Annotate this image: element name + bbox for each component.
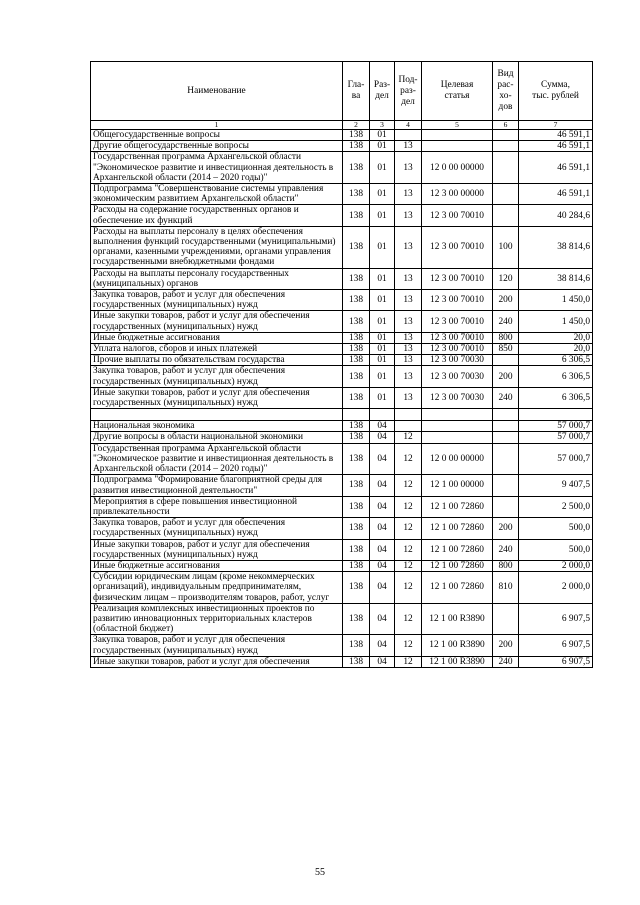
section-cell: 04: [370, 572, 395, 604]
subsection-cell: 12: [395, 496, 422, 517]
chapter-cell: 138: [343, 332, 370, 343]
amount-cell: 6 306,5: [519, 355, 593, 366]
table-row: [91, 421, 593, 432]
section-cell: 04: [370, 475, 395, 496]
row-name-cell: Национальная экономика: [91, 421, 343, 432]
table-header: [91, 62, 593, 130]
section-cell: 01: [370, 152, 395, 184]
target-article-cell: 12 3 00 70010: [422, 205, 493, 226]
target-article-cell: 12 3 00 70010: [422, 268, 493, 289]
section-cell: 04: [370, 656, 395, 667]
row-name-cell: Закупка товаров, работ и услуг для обеспечения государственных (муниципальных) нужд: [91, 518, 343, 539]
expense-type-cell: 810: [493, 572, 519, 604]
amount-cell: 46 591,1: [519, 130, 593, 141]
row-name-cell: Иные бюджетные ассигнования: [91, 332, 343, 343]
table-row: [91, 656, 593, 667]
row-name-cell: Реализация комплексных инвестиционных проектов по развитию инновационных территориальных кластеров (областной бюджет): [91, 603, 343, 635]
amount-cell: 6 907,5: [519, 656, 593, 667]
target-article-cell: 12 3 00 70010: [422, 290, 493, 311]
column-number: 2: [343, 121, 370, 130]
table-row: [91, 268, 593, 289]
table-row: [91, 141, 593, 152]
subsection-cell: 12: [395, 432, 422, 443]
target-article-cell: 12 3 00 70010: [422, 226, 493, 268]
section-cell: 01: [370, 226, 395, 268]
section-cell: 04: [370, 443, 395, 475]
target-article-cell: 12 1 00 72860: [422, 572, 493, 604]
expense-type-cell: 200: [493, 518, 519, 539]
subsection-cell: 12: [395, 518, 422, 539]
chapter-cell: 138: [343, 268, 370, 289]
chapter-cell: 138: [343, 443, 370, 475]
table-row: [91, 635, 593, 656]
row-name-cell: Расходы на выплаты персоналу государственных (муниципальных) органов: [91, 268, 343, 289]
table-row: [91, 475, 593, 496]
subsection-cell: 12: [395, 539, 422, 560]
expense-type-cell: [493, 130, 519, 141]
expense-type-cell: 800: [493, 560, 519, 571]
chapter-cell: 138: [343, 635, 370, 656]
amount-cell: 9 407,5: [519, 475, 593, 496]
expense-type-cell: [493, 443, 519, 475]
amount-cell: 2 500,0: [519, 496, 593, 517]
row-name-cell: Общегосударственные вопросы: [91, 130, 343, 141]
header-chapter: Гла- ва: [343, 62, 370, 121]
chapter-cell: 138: [343, 311, 370, 332]
expense-type-cell: 100: [493, 226, 519, 268]
chapter-cell: 138: [343, 226, 370, 268]
row-name-cell: Государственная программа Архангельской области "Экономическое развитие и инвестиционная деятельность в Архангельской области (2014 – 2020 годы)": [91, 443, 343, 475]
chapter-cell: 138: [343, 184, 370, 205]
amount-cell: 46 591,1: [519, 141, 593, 152]
column-number: 5: [422, 121, 493, 130]
expense-type-cell: [493, 475, 519, 496]
table-row: [91, 387, 593, 408]
section-cell: 01: [370, 344, 395, 355]
amount-cell: 2 000,0: [519, 560, 593, 571]
table-row: [91, 332, 593, 343]
target-article-cell: 12 1 00 72860: [422, 496, 493, 517]
table-row: [91, 539, 593, 560]
row-name-cell: Иные закупки товаров, работ и услуг для обеспечения государственных (муниципальных) нужд: [91, 539, 343, 560]
subsection-cell: 12: [395, 572, 422, 604]
table-row: [91, 572, 593, 604]
target-article-cell: 12 0 00 00000: [422, 152, 493, 184]
chapter-cell: 138: [343, 539, 370, 560]
target-article-cell: 12 1 00 72860: [422, 539, 493, 560]
subsection-cell: 12: [395, 475, 422, 496]
subsection-cell: 13: [395, 226, 422, 268]
section-cell: 01: [370, 130, 395, 141]
row-name-cell: Подпрограмма "Совершенствование системы управления экономическим развитием Архангельской области": [91, 184, 343, 205]
table-row: [91, 443, 593, 475]
section-cell: 04: [370, 635, 395, 656]
table-row: [91, 130, 593, 141]
column-number-row: [91, 121, 593, 130]
expense-type-cell: 240: [493, 539, 519, 560]
section-cell: 04: [370, 539, 395, 560]
subsection-cell: [395, 421, 422, 432]
chapter-cell: 138: [343, 130, 370, 141]
target-article-cell: 12 3 00 70030: [422, 387, 493, 408]
chapter-cell: 138: [343, 572, 370, 604]
target-article-cell: 12 3 00 70030: [422, 355, 493, 366]
column-number: 7: [519, 121, 593, 130]
section-cell: 01: [370, 355, 395, 366]
target-article-cell: 12 3 00 70010: [422, 332, 493, 343]
header-target-article: Целевая статья: [422, 62, 493, 121]
subsection-cell: 13: [395, 355, 422, 366]
subsection-cell: 12: [395, 443, 422, 475]
target-article-cell: 12 3 00 00000: [422, 184, 493, 205]
table-row: [91, 496, 593, 517]
expense-type-cell: [493, 409, 519, 421]
section-cell: [370, 409, 395, 421]
table-row: [91, 152, 593, 184]
amount-cell: 2 000,0: [519, 572, 593, 604]
chapter-cell: 138: [343, 290, 370, 311]
target-article-cell: [422, 421, 493, 432]
section-cell: 01: [370, 366, 395, 387]
amount-cell: 57 000,7: [519, 432, 593, 443]
chapter-cell: 138: [343, 475, 370, 496]
chapter-cell: 138: [343, 656, 370, 667]
target-article-cell: [422, 141, 493, 152]
subsection-cell: 13: [395, 332, 422, 343]
column-number: 3: [370, 121, 395, 130]
expense-type-cell: [493, 355, 519, 366]
target-article-cell: 12 0 00 00000: [422, 443, 493, 475]
row-name-cell: Государственная программа Архангельской области "Экономическое развитие и инвестиционная деятельность в Архангельской области (2014 – 2020 годы)": [91, 152, 343, 184]
section-cell: 01: [370, 141, 395, 152]
row-name-cell: Расходы на выплаты персоналу в целях обеспечения выполнения функций государственными (муниципальными) органами, казенными учреждениями, органами управления государственными внебюджетными фондами: [91, 226, 343, 268]
amount-cell: 57 000,7: [519, 443, 593, 475]
header-name: Наименование: [91, 62, 343, 121]
chapter-cell: 138: [343, 344, 370, 355]
chapter-cell: 138: [343, 496, 370, 517]
amount-cell: 1 450,0: [519, 290, 593, 311]
header-row: [91, 62, 593, 121]
expense-type-cell: 200: [493, 290, 519, 311]
expense-type-cell: [493, 603, 519, 635]
subsection-cell: 13: [395, 268, 422, 289]
target-article-cell: 12 3 00 70010: [422, 344, 493, 355]
header-section: Раз- дел: [370, 62, 395, 121]
chapter-cell: 138: [343, 603, 370, 635]
subsection-cell: 13: [395, 344, 422, 355]
chapter-cell: 138: [343, 432, 370, 443]
table-row: [91, 409, 593, 421]
subsection-cell: [395, 130, 422, 141]
column-number: 6: [493, 121, 519, 130]
table-row: [91, 344, 593, 355]
row-name-cell: Иные закупки товаров, работ и услуг для обеспечения государственных (муниципальных) нужд: [91, 387, 343, 408]
expense-type-cell: 200: [493, 635, 519, 656]
section-cell: 04: [370, 421, 395, 432]
page-number: 55: [315, 867, 325, 878]
column-number: 4: [395, 121, 422, 130]
amount-cell: 6 907,5: [519, 603, 593, 635]
subsection-cell: 13: [395, 184, 422, 205]
table-row: [91, 226, 593, 268]
amount-cell: 6 306,5: [519, 366, 593, 387]
row-name-cell: Иные закупки товаров, работ и услуг для обеспечения: [91, 656, 343, 667]
amount-cell: 500,0: [519, 518, 593, 539]
section-cell: 04: [370, 603, 395, 635]
chapter-cell: 138: [343, 366, 370, 387]
target-article-cell: 12 1 00 72860: [422, 560, 493, 571]
row-name-cell: Уплата налогов, сборов и иных платежей: [91, 344, 343, 355]
row-name-cell: Субсидии юридическим лицам (кроме некоммерческих организаций), индивидуальным предпринимателям, физическим лицам – производителям товаров, работ, услуг: [91, 572, 343, 604]
expense-type-cell: [493, 152, 519, 184]
expense-type-cell: [493, 205, 519, 226]
section-cell: 04: [370, 560, 395, 571]
section-cell: 01: [370, 311, 395, 332]
target-article-cell: [422, 432, 493, 443]
row-name-cell: Закупка товаров, работ и услуг для обеспечения государственных (муниципальных) нужд: [91, 366, 343, 387]
subsection-cell: 12: [395, 656, 422, 667]
subsection-cell: 13: [395, 141, 422, 152]
target-article-cell: 12 1 00 00000: [422, 475, 493, 496]
subsection-cell: [395, 409, 422, 421]
row-name-cell: Другие общегосударственные вопросы: [91, 141, 343, 152]
amount-cell: [519, 409, 593, 421]
column-number: 1: [91, 121, 343, 130]
header-amount: Сумма, тыс. рублей: [519, 62, 593, 121]
row-name-cell: Подпрограмма "Формирование благоприятной среды для развития инвестиционной деятельности": [91, 475, 343, 496]
target-article-cell: 12 1 00 R3890: [422, 635, 493, 656]
section-cell: 01: [370, 387, 395, 408]
target-article-cell: 12 1 00 72860: [422, 518, 493, 539]
row-name-cell: Иные бюджетные ассигнования: [91, 560, 343, 571]
chapter-cell: 138: [343, 421, 370, 432]
amount-cell: 500,0: [519, 539, 593, 560]
section-cell: 04: [370, 496, 395, 517]
row-name-cell: [91, 409, 343, 421]
table-row: [91, 432, 593, 443]
budget-table: [90, 61, 593, 668]
table-row: [91, 603, 593, 635]
table-row: [91, 366, 593, 387]
expense-type-cell: [493, 421, 519, 432]
subsection-cell: 13: [395, 205, 422, 226]
expense-type-cell: [493, 432, 519, 443]
expense-type-cell: 200: [493, 366, 519, 387]
row-name-cell: Закупка товаров, работ и услуг для обеспечения государственных (муниципальных) нужд: [91, 635, 343, 656]
amount-cell: 20,0: [519, 332, 593, 343]
header-subsection: Под- раз- дел: [395, 62, 422, 121]
chapter-cell: 138: [343, 205, 370, 226]
table-body: [91, 130, 593, 668]
target-article-cell: 12 1 00 R3890: [422, 656, 493, 667]
expense-type-cell: [493, 496, 519, 517]
amount-cell: 6 907,5: [519, 635, 593, 656]
chapter-cell: 138: [343, 518, 370, 539]
expense-type-cell: 850: [493, 344, 519, 355]
table-row: [91, 355, 593, 366]
row-name-cell: Другие вопросы в области национальной экономики: [91, 432, 343, 443]
subsection-cell: 13: [395, 366, 422, 387]
amount-cell: 40 284,6: [519, 205, 593, 226]
expense-type-cell: 800: [493, 332, 519, 343]
chapter-cell: 138: [343, 560, 370, 571]
amount-cell: 1 450,0: [519, 311, 593, 332]
subsection-cell: 12: [395, 635, 422, 656]
section-cell: 01: [370, 332, 395, 343]
amount-cell: 38 814,6: [519, 226, 593, 268]
expense-type-cell: [493, 141, 519, 152]
chapter-cell: [343, 409, 370, 421]
amount-cell: 6 306,5: [519, 387, 593, 408]
row-name-cell: Закупка товаров, работ и услуг для обеспечения государственных (муниципальных) нужд: [91, 290, 343, 311]
chapter-cell: 138: [343, 141, 370, 152]
target-article-cell: 12 3 00 70010: [422, 311, 493, 332]
subsection-cell: 13: [395, 311, 422, 332]
expense-type-cell: [493, 184, 519, 205]
section-cell: 01: [370, 268, 395, 289]
expense-type-cell: 240: [493, 311, 519, 332]
target-article-cell: [422, 409, 493, 421]
table-row: [91, 205, 593, 226]
expense-type-cell: 240: [493, 656, 519, 667]
section-cell: 04: [370, 518, 395, 539]
section-cell: 01: [370, 290, 395, 311]
amount-cell: 38 814,6: [519, 268, 593, 289]
row-name-cell: Мероприятия в сфере повышения инвестиционной привлекательности: [91, 496, 343, 517]
row-name-cell: Прочие выплаты по обязательствам государства: [91, 355, 343, 366]
subsection-cell: 13: [395, 290, 422, 311]
table-row: [91, 518, 593, 539]
header-expense-type: Вид рас- хо- дов: [493, 62, 519, 121]
row-name-cell: Иные закупки товаров, работ и услуг для обеспечения государственных (муниципальных) нужд: [91, 311, 343, 332]
amount-cell: 46 591,1: [519, 152, 593, 184]
amount-cell: 57 000,7: [519, 421, 593, 432]
row-name-cell: Расходы на содержание государственных органов и обеспечение их функций: [91, 205, 343, 226]
subsection-cell: 13: [395, 387, 422, 408]
table-row: [91, 290, 593, 311]
section-cell: 04: [370, 432, 395, 443]
subsection-cell: 13: [395, 152, 422, 184]
table-row: [91, 560, 593, 571]
expense-type-cell: 240: [493, 387, 519, 408]
target-article-cell: 12 1 00 R3890: [422, 603, 493, 635]
chapter-cell: 138: [343, 152, 370, 184]
section-cell: 01: [370, 205, 395, 226]
target-article-cell: [422, 130, 493, 141]
subsection-cell: 12: [395, 603, 422, 635]
table-row: [91, 311, 593, 332]
target-article-cell: 12 3 00 70030: [422, 366, 493, 387]
chapter-cell: 138: [343, 355, 370, 366]
amount-cell: 20,0: [519, 344, 593, 355]
amount-cell: 46 591,1: [519, 184, 593, 205]
table-row: [91, 184, 593, 205]
chapter-cell: 138: [343, 387, 370, 408]
subsection-cell: 12: [395, 560, 422, 571]
section-cell: 01: [370, 184, 395, 205]
expense-type-cell: 120: [493, 268, 519, 289]
